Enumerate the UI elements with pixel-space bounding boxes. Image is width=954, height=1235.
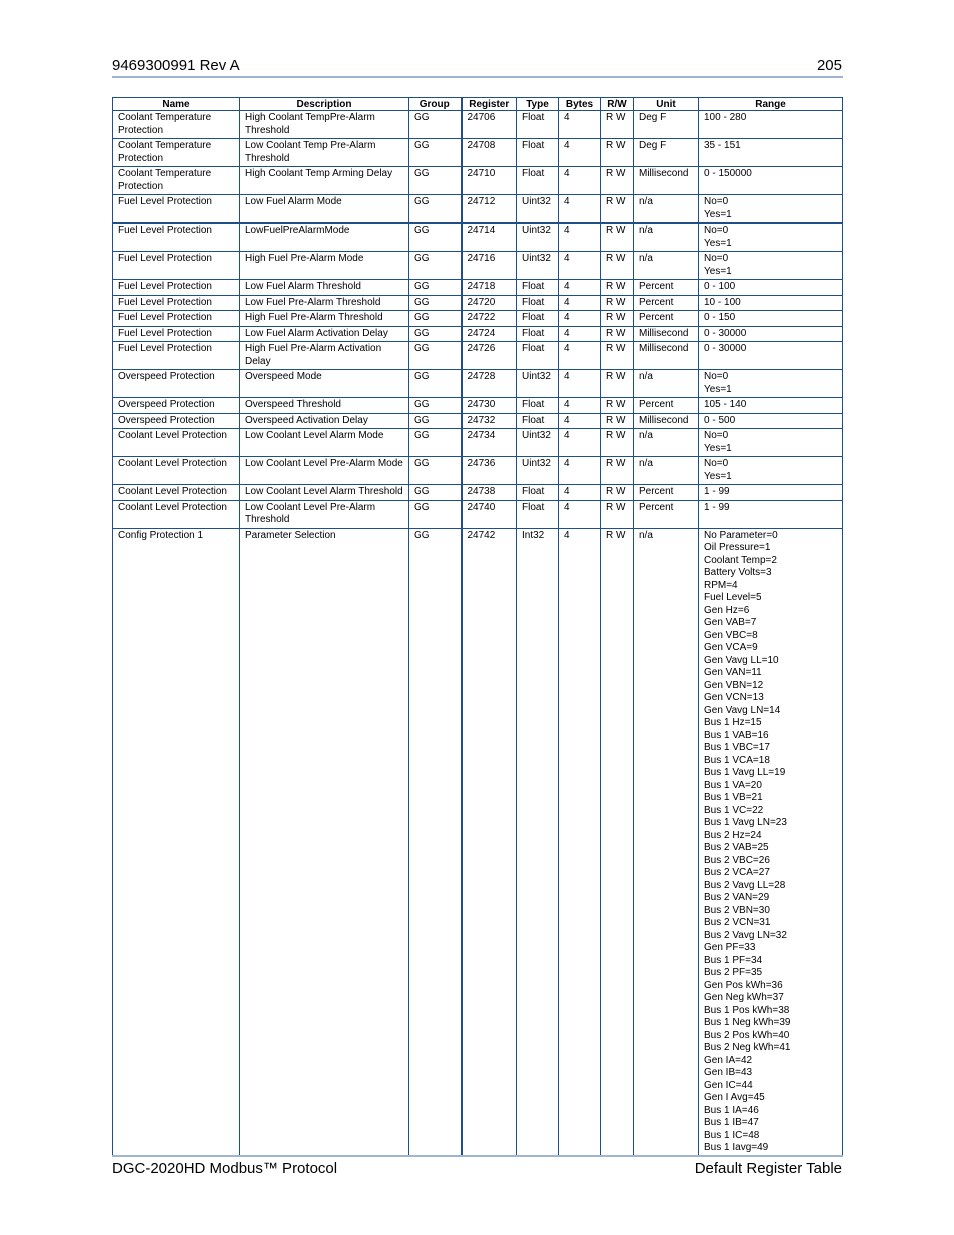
bytes-cell: 4 [559,528,601,1156]
column-header-bytes: Bytes [559,98,601,111]
type-cell: Float [517,485,559,501]
group-cell: GG [409,500,462,528]
bytes-cell: 4 [559,429,601,457]
range-cell: 0 - 30000 [699,326,843,342]
name-cell: Fuel Level Protection [113,252,240,280]
group-cell: GG [409,280,462,296]
unit-cell: Millisecond [634,167,699,195]
group-cell: GG [409,111,462,139]
rw-cell: R W [601,457,634,485]
type-cell: Uint32 [517,223,559,252]
type-cell: Float [517,413,559,429]
type-cell: Float [517,280,559,296]
rw-cell: R W [601,370,634,398]
range-cell: No Parameter=0 Oil Pressure=1 Coolant Temp=2 Battery Volts=3 RPM=4 Fuel Level=5 Gen Hz=6 Gen VAB=7 Gen VBC=8 Gen VCA=9 Gen Vavg LL=10 Gen VAN=11 Gen VBN=12 Gen VCN=13 Gen Vavg LN=14 Bus 1 Hz=15 Bus 1 VAB=16 Bus 1 VBC=17 Bus 1 VCA=18 Bus 1 Vavg LL=19 Bus 1 VA=20 Bus 1 VB=21 Bus 1 VC=22 Bus 1 Vavg LN=23 Bus 2 Hz=24 Bus 2 VAB=25 Bus 2 VBC=26 Bus 2 VCA=27 Bus 2 Vavg LL=28 Bus 2 VAN=29 Bus 2 VBN=30 Bus 2 VCN=31 Bus 2 Vavg LN=32 Gen PF=33 Bus 1 PF=34 Bus 2 PF=35 Gen Pos kWh=36 Gen Neg kWh=37 Bus 1 Pos kWh=38 Bus 1 Neg kWh=39 Bus 2 Pos kWh=40 Bus 2 Neg kWh=41 Gen IA=42 Gen IB=43 Gen IC=44 Gen I Avg=45 Bus 1 IA=46 Bus 1 IB=47 Bus 1 IC=48 Bus 1 Iavg=49 [699,528,843,1156]
register-cell: 24710 [462,167,517,195]
register-cell: 24734 [462,429,517,457]
table-row [113,280,843,296]
name-cell: Coolant Level Protection [113,429,240,457]
table-row [113,528,843,1156]
bytes-cell: 4 [559,500,601,528]
group-cell: GG [409,326,462,342]
table-row [113,398,843,414]
register-cell: 24708 [462,139,517,167]
type-cell: Float [517,295,559,311]
description-cell: Low Fuel Pre-Alarm Threshold [240,295,409,311]
unit-cell: Deg F [634,139,699,167]
type-cell: Float [517,342,559,370]
name-cell: Fuel Level Protection [113,195,240,224]
unit-cell: n/a [634,195,699,224]
name-cell: Fuel Level Protection [113,295,240,311]
description-cell: Overspeed Mode [240,370,409,398]
rw-cell: R W [601,223,634,252]
bytes-cell: 4 [559,195,601,224]
name-cell: Coolant Temperature Protection [113,167,240,195]
table-row [113,167,843,195]
column-header-rw: R/W [601,98,634,111]
type-cell: Float [517,500,559,528]
register-cell: 24712 [462,195,517,224]
bytes-cell: 4 [559,223,601,252]
rw-cell: R W [601,398,634,414]
unit-cell: n/a [634,457,699,485]
register-cell: 24714 [462,223,517,252]
unit-cell: n/a [634,370,699,398]
rw-cell: R W [601,429,634,457]
range-cell: No=0 Yes=1 [699,195,843,224]
bytes-cell: 4 [559,295,601,311]
table-row [113,111,843,139]
bytes-cell: 4 [559,311,601,327]
description-cell: High Fuel Pre-Alarm Activation Delay [240,342,409,370]
table-row [113,139,843,167]
type-cell: Uint32 [517,195,559,224]
register-cell: 24720 [462,295,517,311]
description-cell: Parameter Selection [240,528,409,1156]
register-cell: 24730 [462,398,517,414]
description-cell: Low Coolant Level Pre-Alarm Threshold [240,500,409,528]
group-cell: GG [409,398,462,414]
type-cell: Float [517,111,559,139]
type-cell: Float [517,139,559,167]
bytes-cell: 4 [559,398,601,414]
register-cell: 24742 [462,528,517,1156]
register-cell: 24716 [462,252,517,280]
name-cell: Coolant Temperature Protection [113,111,240,139]
bytes-cell: 4 [559,485,601,501]
group-cell: GG [409,528,462,1156]
range-cell: 1 - 99 [699,500,843,528]
footer-rule [112,1155,843,1157]
group-cell: GG [409,413,462,429]
table-row [113,311,843,327]
rw-cell: R W [601,252,634,280]
table-row [113,500,843,528]
register-table [112,97,843,1157]
type-cell: Int32 [517,528,559,1156]
rw-cell: R W [601,295,634,311]
range-cell: 100 - 280 [699,111,843,139]
unit-cell: n/a [634,528,699,1156]
table-row [113,429,843,457]
page-header [112,55,842,77]
register-cell: 24726 [462,342,517,370]
register-cell: 24740 [462,500,517,528]
column-header-group: Group [409,98,462,111]
column-header-type: Type [517,98,559,111]
type-cell: Float [517,398,559,414]
rw-cell: R W [601,326,634,342]
register-cell: 24718 [462,280,517,296]
range-cell: No=0 Yes=1 [699,457,843,485]
name-cell: Coolant Level Protection [113,485,240,501]
footer-section-title: Default Register Table [694,1160,842,1177]
name-cell: Fuel Level Protection [113,223,240,252]
table-row [113,457,843,485]
unit-cell: Millisecond [634,326,699,342]
bytes-cell: 4 [559,370,601,398]
description-cell: High Coolant TempPre-Alarm Threshold [240,111,409,139]
unit-cell: Deg F [634,111,699,139]
description-cell: Low Fuel Alarm Threshold [240,280,409,296]
range-cell: No=0 Yes=1 [699,370,843,398]
type-cell: Float [517,326,559,342]
rw-cell: R W [601,413,634,429]
rw-cell: R W [601,500,634,528]
rw-cell: R W [601,485,634,501]
footer-document-title: DGC-2020HD Modbus™ Protocol [112,1160,338,1177]
table-row [113,195,843,224]
column-header-description: Description [240,98,409,111]
document-number: 9469300991 Rev A [112,57,240,74]
register-cell: 24728 [462,370,517,398]
unit-cell: Percent [634,311,699,327]
column-header-range: Range [699,98,843,111]
name-cell: Coolant Level Protection [113,500,240,528]
name-cell: Coolant Level Protection [113,457,240,485]
range-cell: 0 - 100 [699,280,843,296]
bytes-cell: 4 [559,252,601,280]
table-row [113,485,843,501]
group-cell: GG [409,139,462,167]
range-cell: No=0 Yes=1 [699,252,843,280]
unit-cell: n/a [634,223,699,252]
bytes-cell: 4 [559,413,601,429]
range-cell: 0 - 30000 [699,342,843,370]
description-cell: Low Fuel Alarm Activation Delay [240,326,409,342]
name-cell: Fuel Level Protection [113,326,240,342]
column-header-name: Name [113,98,240,111]
unit-cell: Percent [634,280,699,296]
column-header-unit: Unit [634,98,699,111]
type-cell: Uint32 [517,252,559,280]
range-cell: 0 - 500 [699,413,843,429]
unit-cell: n/a [634,429,699,457]
unit-cell: Millisecond [634,413,699,429]
table-row [113,252,843,280]
name-cell: Fuel Level Protection [113,342,240,370]
range-cell: No=0 Yes=1 [699,223,843,252]
description-cell: Low Coolant Level Alarm Threshold [240,485,409,501]
bytes-cell: 4 [559,167,601,195]
bytes-cell: 4 [559,342,601,370]
name-cell: Fuel Level Protection [113,311,240,327]
name-cell: Overspeed Protection [113,398,240,414]
rw-cell: R W [601,195,634,224]
register-cell: 24732 [462,413,517,429]
table-row [113,326,843,342]
name-cell: Config Protection 1 [113,528,240,1156]
description-cell: Low Coolant Temp Pre-Alarm Threshold [240,139,409,167]
group-cell: GG [409,195,462,224]
rw-cell: R W [601,280,634,296]
description-cell: High Fuel Pre-Alarm Mode [240,252,409,280]
table-header-row [113,98,843,111]
bytes-cell: 4 [559,139,601,167]
range-cell: 1 - 99 [699,485,843,501]
description-cell: Overspeed Activation Delay [240,413,409,429]
group-cell: GG [409,223,462,252]
group-cell: GG [409,429,462,457]
column-header-register: Register [462,98,517,111]
group-cell: GG [409,342,462,370]
description-cell: High Coolant Temp Arming Delay [240,167,409,195]
table-row [113,370,843,398]
rw-cell: R W [601,311,634,327]
name-cell: Fuel Level Protection [113,280,240,296]
description-cell: Low Coolant Level Pre-Alarm Mode [240,457,409,485]
range-cell: 0 - 150 [699,311,843,327]
unit-cell: Percent [634,485,699,501]
unit-cell: n/a [634,252,699,280]
range-cell: 35 - 151 [699,139,843,167]
unit-cell: Millisecond [634,342,699,370]
name-cell: Overspeed Protection [113,413,240,429]
table-row [113,295,843,311]
bytes-cell: 4 [559,111,601,139]
rw-cell: R W [601,528,634,1156]
rw-cell: R W [601,167,634,195]
range-cell: 10 - 100 [699,295,843,311]
group-cell: GG [409,457,462,485]
description-cell: High Fuel Pre-Alarm Threshold [240,311,409,327]
rw-cell: R W [601,139,634,167]
type-cell: Float [517,167,559,195]
description-cell: LowFuelPreAlarmMode [240,223,409,252]
register-cell: 24738 [462,485,517,501]
register-cell: 24706 [462,111,517,139]
bytes-cell: 4 [559,326,601,342]
type-cell: Uint32 [517,429,559,457]
group-cell: GG [409,252,462,280]
range-cell: 105 - 140 [699,398,843,414]
unit-cell: Percent [634,295,699,311]
rw-cell: R W [601,111,634,139]
register-cell: 24724 [462,326,517,342]
group-cell: GG [409,167,462,195]
name-cell: Overspeed Protection [113,370,240,398]
group-cell: GG [409,370,462,398]
type-cell: Float [517,311,559,327]
range-cell: No=0 Yes=1 [699,429,843,457]
header-rule [112,76,843,78]
description-cell: Overspeed Threshold [240,398,409,414]
table-row [113,223,843,252]
register-cell: 24722 [462,311,517,327]
unit-cell: Percent [634,500,699,528]
table-row [113,342,843,370]
range-cell: 0 - 150000 [699,167,843,195]
description-cell: Low Coolant Level Alarm Mode [240,429,409,457]
name-cell: Coolant Temperature Protection [113,139,240,167]
bytes-cell: 4 [559,280,601,296]
group-cell: GG [409,485,462,501]
group-cell: GG [409,311,462,327]
unit-cell: Percent [634,398,699,414]
table-row [113,413,843,429]
type-cell: Uint32 [517,457,559,485]
page-number: 205 [816,57,842,74]
bytes-cell: 4 [559,457,601,485]
type-cell: Uint32 [517,370,559,398]
rw-cell: R W [601,342,634,370]
group-cell: GG [409,295,462,311]
description-cell: Low Fuel Alarm Mode [240,195,409,224]
register-cell: 24736 [462,457,517,485]
